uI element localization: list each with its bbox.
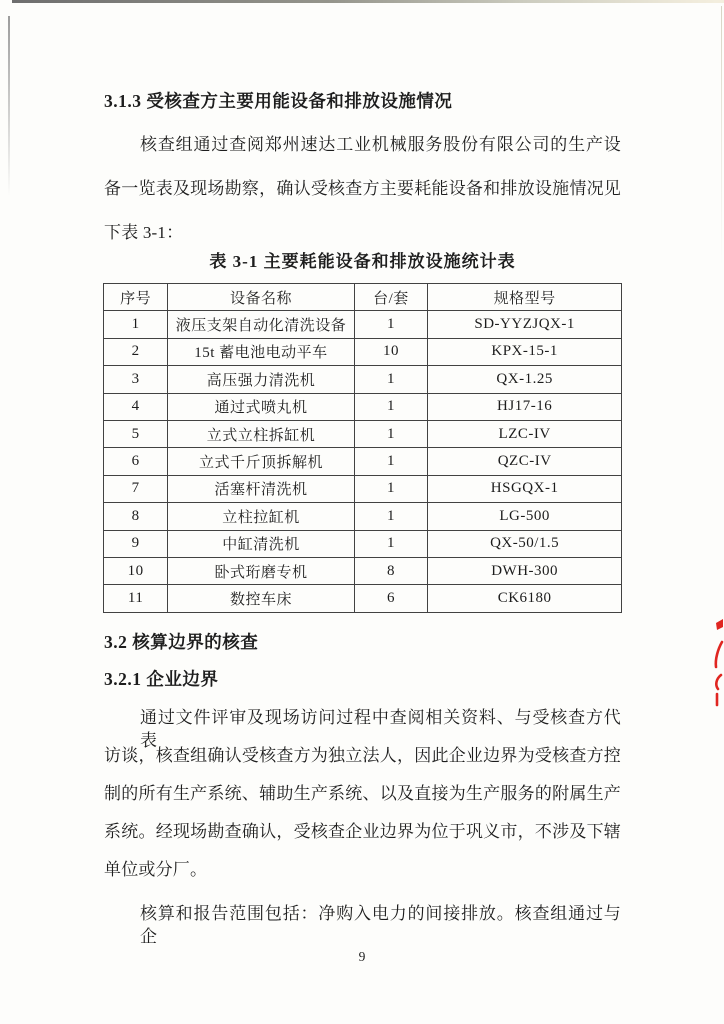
paragraph-line: 单位或分厂。 <box>104 860 208 879</box>
cell-quantity: 1 <box>354 393 428 420</box>
table-row <box>104 557 622 584</box>
page-number: 9 <box>358 949 366 964</box>
scan-top-edge-line <box>12 0 724 3</box>
cell-spec-model: HSGQX-1 <box>428 475 622 502</box>
cell-spec-model: DWH-300 <box>428 557 622 584</box>
paragraph-line: 核查组通过查阅郑州速达工业机械服务股份有限公司的生产设 <box>140 135 621 154</box>
cell-spec-model: SD-YYZJQX-1 <box>428 311 622 338</box>
table-row <box>104 338 622 365</box>
cell-index: 8 <box>104 503 168 530</box>
heading-3-2-1: 3.2.1 企业边界 <box>104 669 219 689</box>
table-row <box>104 420 622 447</box>
table-row <box>104 393 622 420</box>
cell-device-name: 液压支架自动化清洗设备 <box>168 311 354 338</box>
cell-index: 3 <box>104 366 168 393</box>
cell-device-name: 卧式珩磨专机 <box>168 557 354 584</box>
table-row <box>104 503 622 530</box>
col-header-device-name: 设备名称 <box>168 284 354 311</box>
table-row <box>104 311 622 338</box>
cell-index: 1 <box>104 311 168 338</box>
cell-device-name: 通过式喷丸机 <box>168 393 354 420</box>
cell-index: 4 <box>104 393 168 420</box>
cell-quantity: 1 <box>354 420 428 447</box>
cell-index: 7 <box>104 475 168 502</box>
cell-device-name: 立式立柱拆缸机 <box>168 420 354 447</box>
cell-quantity: 1 <box>354 475 428 502</box>
cell-spec-model: KPX-15-1 <box>428 338 622 365</box>
cell-spec-model: LG-500 <box>428 503 622 530</box>
scan-left-edge-line <box>8 16 10 196</box>
cell-quantity: 6 <box>354 585 428 612</box>
cell-quantity: 1 <box>354 366 428 393</box>
cell-quantity: 1 <box>354 311 428 338</box>
cell-index: 6 <box>104 448 168 475</box>
equipment-table <box>103 283 622 613</box>
cell-spec-model: CK6180 <box>428 585 622 612</box>
scan-right-edge-line <box>721 6 722 266</box>
cell-spec-model: HJ17-16 <box>428 393 622 420</box>
paragraph-line: 制的所有生产系统、辅助生产系统、以及直接为生产服务的附属生产 <box>104 784 621 803</box>
paragraph-line: 访谈，核查组确认受核查方为独立法人，因此企业边界为受核查方控 <box>104 746 621 765</box>
cell-spec-model: QX-50/1.5 <box>428 530 622 557</box>
cell-quantity: 1 <box>354 530 428 557</box>
table-row <box>104 585 622 612</box>
cell-spec-model: LZC-IV <box>428 420 622 447</box>
cell-device-name: 中缸清洗机 <box>168 530 354 557</box>
table-header-row <box>104 284 622 311</box>
heading-3-1-3: 3.1.3 受核查方主要用能设备和排放设施情况 <box>104 91 453 111</box>
cell-device-name: 立柱拉缸机 <box>168 503 354 530</box>
paragraph-line: 通过文件评审及现场访问过程中查阅相关资料、与受核查方代表 <box>140 708 621 750</box>
table-row <box>104 530 622 557</box>
cell-device-name: 15t 蓄电池电动平车 <box>168 338 354 365</box>
cell-quantity: 1 <box>354 448 428 475</box>
heading-3-2: 3.2 核算边界的核查 <box>104 632 259 652</box>
cell-quantity: 10 <box>354 338 428 365</box>
col-header-spec-model: 规格型号 <box>428 284 622 311</box>
cell-spec-model: QZC-IV <box>428 448 622 475</box>
cell-index: 11 <box>104 585 168 612</box>
cell-index: 9 <box>104 530 168 557</box>
cell-spec-model: QX-1.25 <box>428 366 622 393</box>
paragraph-line: 系统。经现场勘查确认，受核查企业边界为位于巩义市，不涉及下辖 <box>104 822 621 841</box>
cell-quantity: 1 <box>354 503 428 530</box>
paragraph-line: 核算和报告范围包括：净购入电力的间接排放。核查组通过与企 <box>140 904 621 946</box>
cell-device-name: 活塞杆清洗机 <box>168 475 354 502</box>
paragraph-line: 下表 3-1： <box>104 223 184 242</box>
col-header-index: 序号 <box>104 284 168 311</box>
cell-device-name: 立式千斤顶拆解机 <box>168 448 354 475</box>
table-row <box>104 475 622 502</box>
col-header-quantity: 台/套 <box>354 284 428 311</box>
cell-index: 10 <box>104 557 168 584</box>
table-title: 表 3-1 主要耗能设备和排放设施统计表 <box>209 252 516 271</box>
cell-index: 2 <box>104 338 168 365</box>
table-row <box>104 366 622 393</box>
cell-device-name: 数控车床 <box>168 585 354 612</box>
table-row <box>104 448 622 475</box>
red-stamp-fragment <box>702 615 724 710</box>
cell-index: 5 <box>104 420 168 447</box>
cell-device-name: 高压强力清洗机 <box>168 366 354 393</box>
cell-quantity: 8 <box>354 557 428 584</box>
paragraph-line: 备一览表及现场勘察，确认受核查方主要耗能设备和排放设施情况见 <box>104 179 621 198</box>
table-body <box>104 311 622 612</box>
